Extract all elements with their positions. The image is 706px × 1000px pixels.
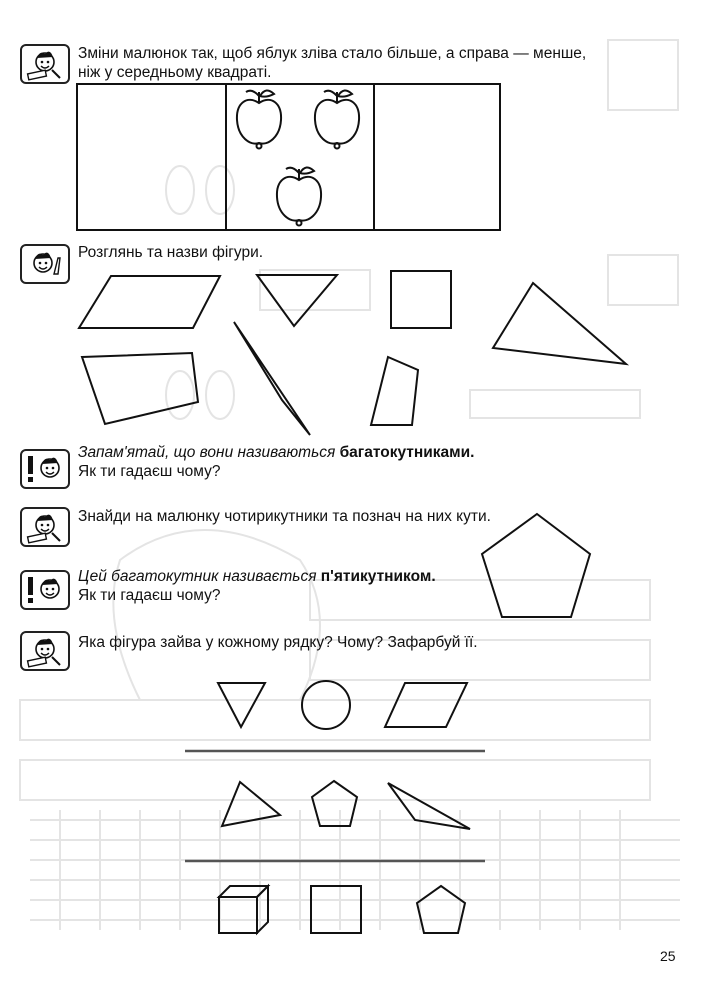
rectangle (311, 886, 361, 933)
task-odd-one-instruction: Яка фігура зайва у кожному рядку? Чому? Зафарбуй її. (78, 634, 478, 651)
task-figures-instruction: Розглянь та назви фігури. (78, 244, 264, 261)
polygons-term: багатокутниками. (339, 444, 475, 461)
obtuse-triangle (388, 783, 470, 829)
parallelogram (385, 683, 467, 727)
pentagon-question: Як ти гадаєш чому? (78, 587, 221, 604)
cube (219, 886, 268, 933)
page-number: 25 (660, 948, 676, 964)
circle (302, 681, 350, 729)
pentagon (312, 781, 357, 826)
task-apples-line2: ніж у середньому квадраті. (78, 64, 272, 81)
pentagon-italic-text: Цей багатокутник називається (78, 568, 321, 585)
obtuse-triangle (222, 782, 280, 826)
task-quadrilaterals-instruction: Знайди на малюнку чотирикутники та познач на них кути. (78, 508, 491, 525)
pentagon (417, 886, 465, 933)
pentagon-term: п'ятикутником. (320, 568, 436, 585)
task-apples-line1: Зміни малюнок так, щоб яблук зліва стало більше, а справа — менше, (78, 45, 587, 62)
polygons-italic-text: Запам'ятай, що вони називаються (78, 444, 340, 461)
polygons-question: Як ти гадаєш чому? (78, 463, 221, 480)
triangle-down (218, 683, 265, 727)
